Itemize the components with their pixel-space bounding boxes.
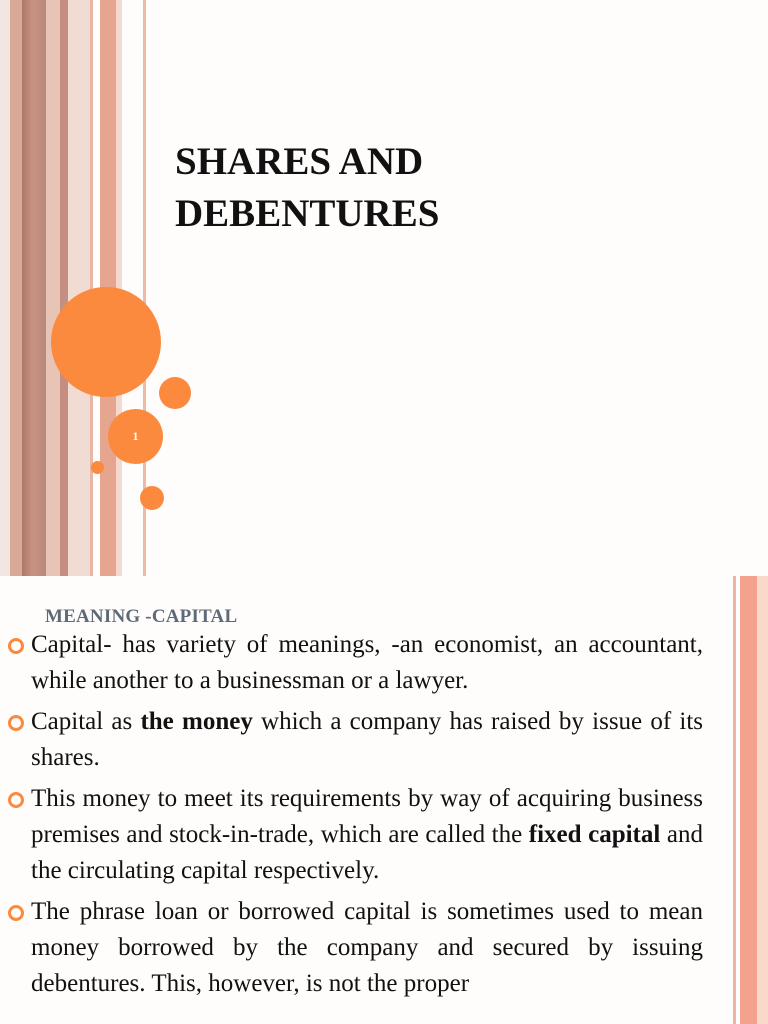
decorative-stripe [68, 0, 90, 576]
bullet-circle-icon [8, 792, 24, 808]
decorative-stripe-background [0, 0, 10, 576]
content-slide [0, 576, 768, 1024]
slide-number-badge [108, 409, 163, 464]
bullet-circle-icon [8, 715, 24, 731]
slide-number: 1 [132, 429, 139, 443]
bullet-text: and the circulating capital respectively. [31, 821, 703, 884]
bullet-list [0, 627, 768, 1007]
bullet-text: Capital- has variety of meanings, -an economist, an accountant, while another to a businessman or a lawyer. [31, 631, 703, 694]
decorative-stripe [60, 0, 68, 576]
decorative-stripe [46, 0, 60, 576]
decorative-circle-tiny [91, 461, 104, 474]
bullet-item [0, 627, 703, 699]
bullet-text: The phrase loan or borrowed capital is sometimes used to mean money borrowed by the company and secured by issuing debentures. This, however, is not the proper [31, 898, 703, 997]
decorative-stripe [10, 0, 22, 576]
slide-title-line-1: SHARES AND [175, 140, 424, 183]
decorative-circle-small [140, 486, 164, 510]
bullet-text: Capital as [31, 708, 141, 735]
bullet-circle-icon [8, 905, 24, 921]
bullet-circle-icon [8, 638, 24, 654]
bullet-text: This money to meet its requirements by way of acquiring business premises and stock-in-trade, which are called the [31, 785, 703, 848]
decorative-stripe [22, 0, 46, 576]
slide-title-line-2: DEBENTURES [175, 192, 440, 235]
bullet-item [0, 781, 703, 889]
decorative-circle-medium [159, 377, 191, 409]
bullet-text: which a company has raised by issue of its shares. [31, 708, 704, 771]
slide-title [175, 136, 595, 240]
decorative-circle-large [51, 287, 161, 397]
bullet-emphasis: fixed capital [528, 821, 661, 848]
bullet-item [0, 894, 703, 1002]
bullet-item [0, 704, 703, 776]
slide-subtitle: MEANING -CAPITAL [45, 606, 238, 627]
bullet-emphasis: the money [140, 708, 253, 735]
